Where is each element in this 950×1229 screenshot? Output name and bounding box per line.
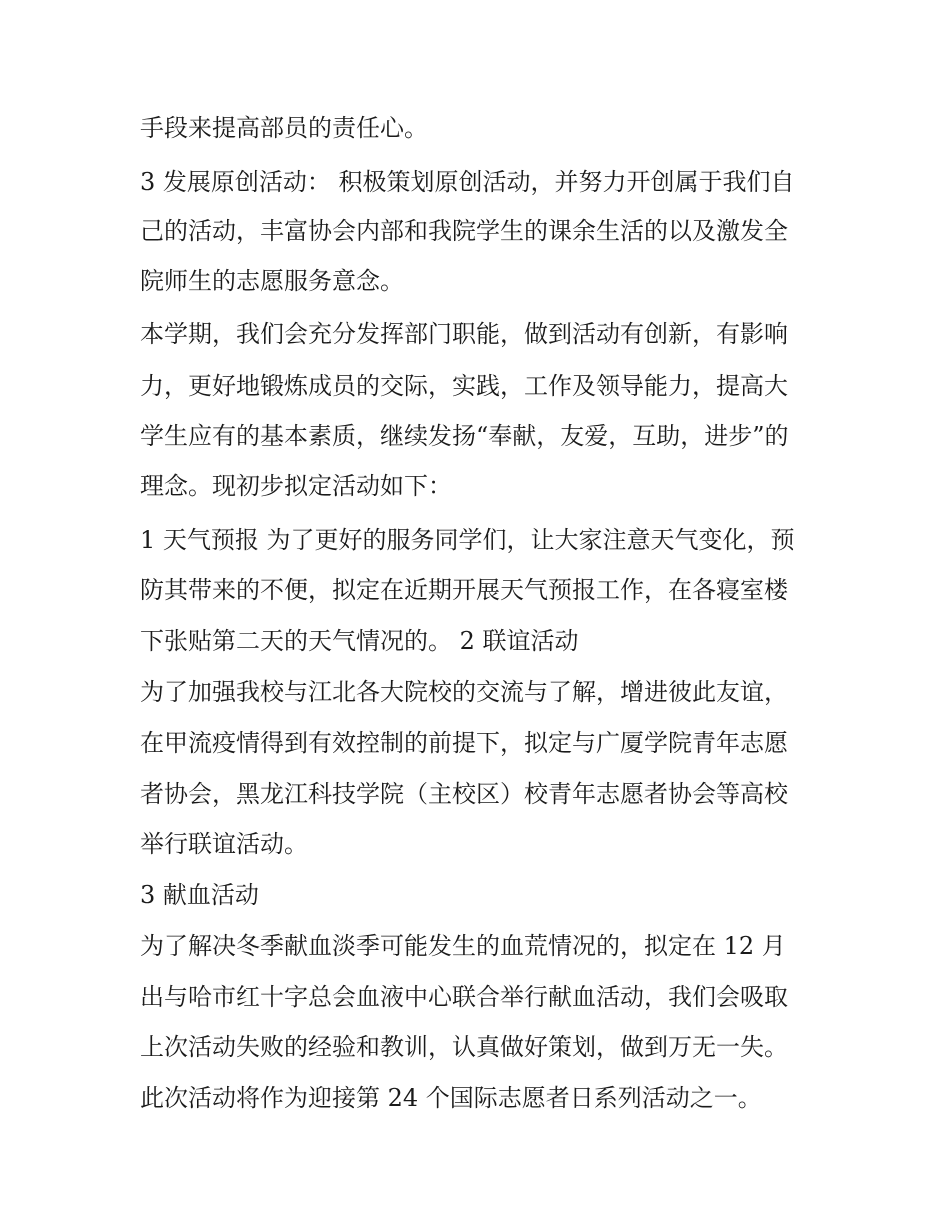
text-line: 3 献血活动	[140, 881, 259, 909]
text-line: 下张贴第二天的天气情况的。 2 联谊活动	[140, 627, 579, 655]
text-line: 3 发展原创活动： 积极策划原创活动，并努力开创属于我们自	[140, 168, 795, 196]
text-line: 本学期，我们会充分发挥部门职能，做到活动有创新，有影响	[140, 320, 788, 348]
text-line: 此次活动将作为迎接第 24 个国际志愿者日系列活动之一。	[140, 1084, 762, 1112]
text-line: 学生应有的基本素质，继续发扬“奉献，友爱，互助，进步”的	[140, 422, 789, 450]
text-line: 举行联谊活动。	[140, 830, 308, 858]
text-line: 手段来提高部员的责任心。	[140, 114, 428, 142]
text-line: 者协会，黑龙江科技学院（主校区）校青年志愿者协会等高校	[140, 780, 788, 808]
text-line: 理念。现初步拟定活动如下：	[140, 472, 452, 500]
text-line: 院师生的志愿服务意念。	[140, 267, 404, 295]
text-line: 在甲流疫情得到有效控制的前提下，拟定与广厦学院青年志愿	[140, 729, 788, 757]
text-line: 力，更好地锻炼成员的交际，实践，工作及领导能力，提高大	[140, 372, 788, 400]
text-line: 己的活动，丰富协会内部和我院学生的课余生活的以及激发全	[140, 217, 788, 245]
text-line: 上次活动失败的经验和教训，认真做好策划，做到万无一失。	[140, 1033, 788, 1061]
text-line: 1 天气预报 为了更好的服务同学们，让大家注意天气变化，预	[140, 526, 795, 554]
text-line: 防其带来的不便，拟定在近期开展天气预报工作，在各寝室楼	[140, 576, 788, 604]
text-line: 为了解决冬季献血淡季可能发生的血荒情况的，拟定在 12 月	[140, 932, 786, 960]
text-line: 为了加强我校与江北各大院校的交流与了解，增进彼此友谊，	[140, 678, 788, 706]
text-line: 出与哈市红十字总会血液中心联合举行献血活动，我们会吸取	[140, 983, 788, 1011]
